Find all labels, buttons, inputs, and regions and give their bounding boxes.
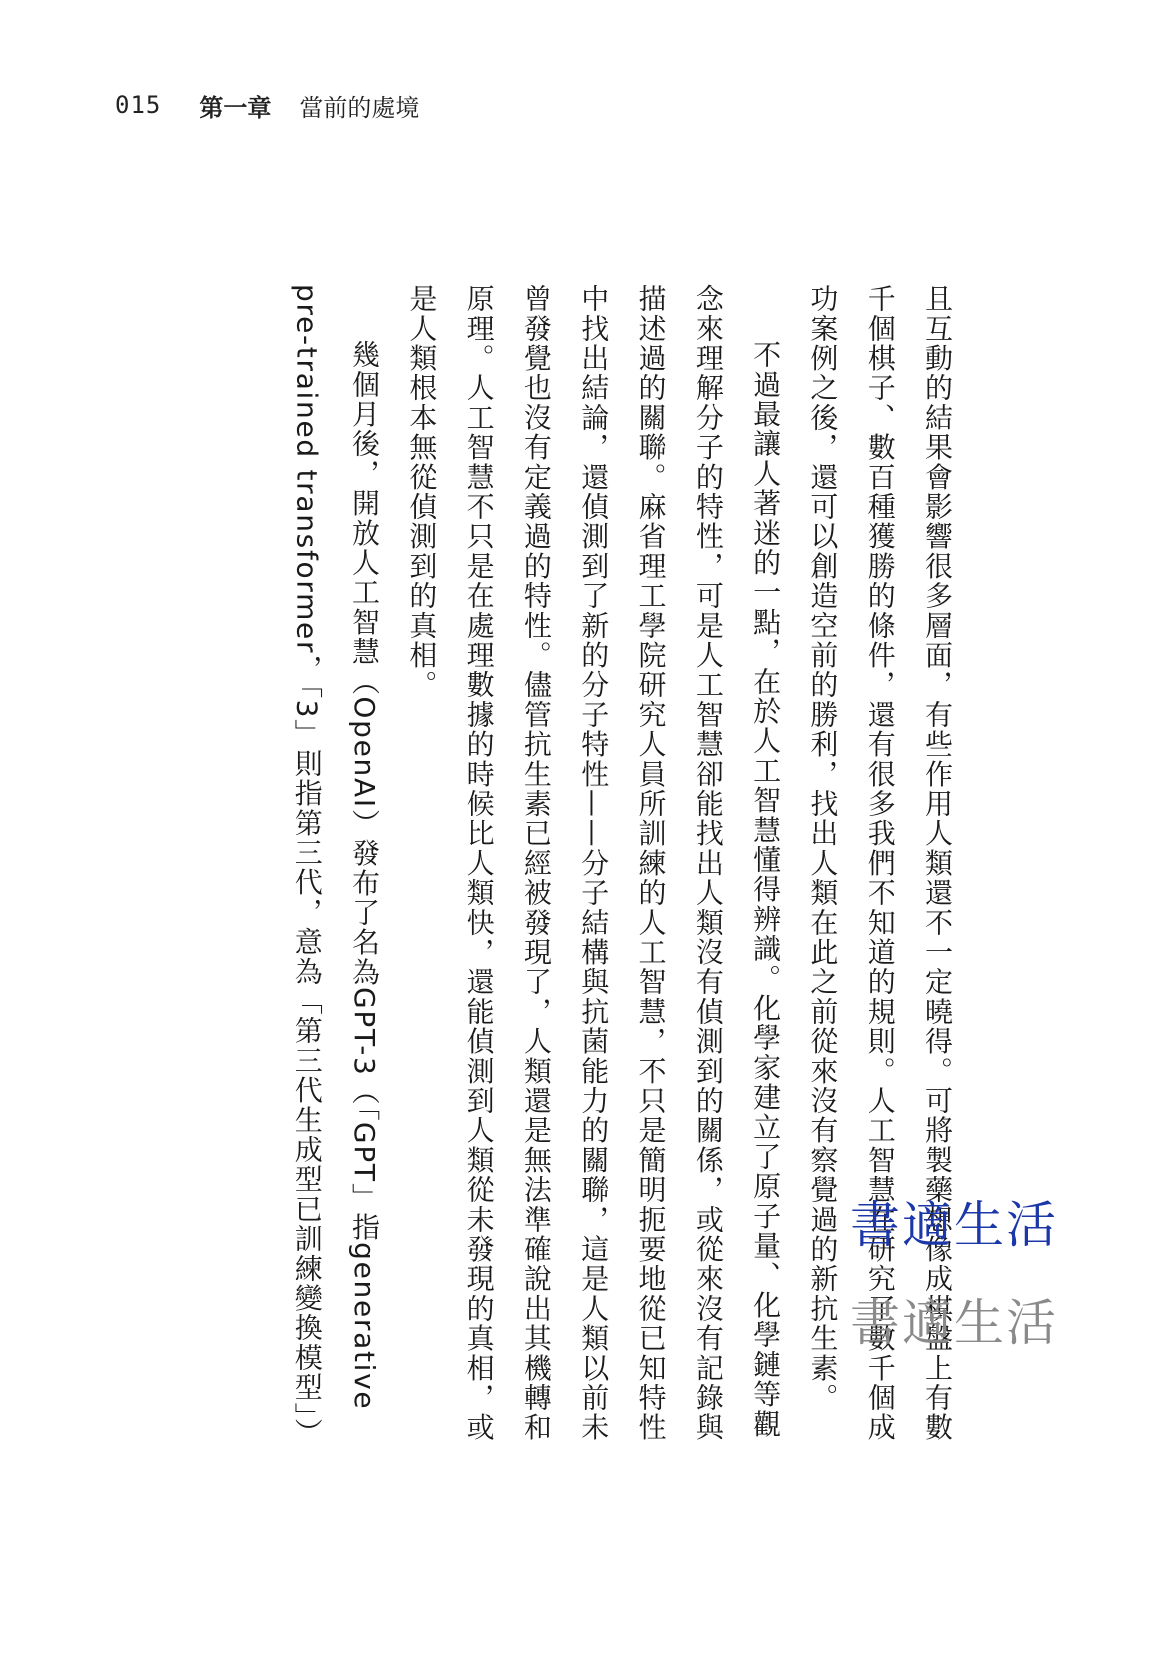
page-number: 015 [115, 91, 162, 119]
watermark-logo-primary: 書適生活 [850, 1196, 1058, 1254]
watermark-logo-secondary: 書適生活 [850, 1294, 1058, 1352]
chapter-label: 第一章 [199, 93, 272, 122]
running-header [115, 88, 419, 122]
section-title: 當前的處境 [299, 93, 420, 122]
paragraph-continuation: 且互動的結果會影響很多層面，有些作用人類還不一定曉得。可將製藥想像成棋盤上有數千個棋子、數百種獲勝的條件，還有很多我們不知道的規則。人工智慧在研究了數千個成功案例之後，還可以創造空前的勝利，找出人類在此之前從來沒有察覺過的新抗生素。 [806, 284, 954, 1443]
paragraph-gpt3: 幾個月後，開放人工智慧（OpenAI）發布了名為GPT-3（「GPT」指generative pre-trained transformer，「3」則指第三代，意為「第三代生成型已訓練變換模型」） [290, 284, 382, 1448]
paragraph-ai-recognition: 不過最讓人著迷的一點，在於人工智慧懂得辨識。化學家建立了原子量、化學鏈等觀念來理解分子的特性，可是人工智慧卻能找出人類沒有偵測到的關係，或從來沒有記錄與描述過的關聯。麻省理工學院研究人員所訓練的人工智慧，不只是簡明扼要地從已知特性中找出結論，還偵測到了新的分子特性——分子結構與抗菌能力的關聯，這是人類以前未曾發覺也沒有定義過的特性。儘管抗生素已經被發現了，人類還是無法準確說出其機轉和原理。人工智慧不只是在處理數據的時候比人類快，還能偵測到人類從未發現的真相，或是人類根本無從偵測到的真相。 [405, 284, 783, 1443]
